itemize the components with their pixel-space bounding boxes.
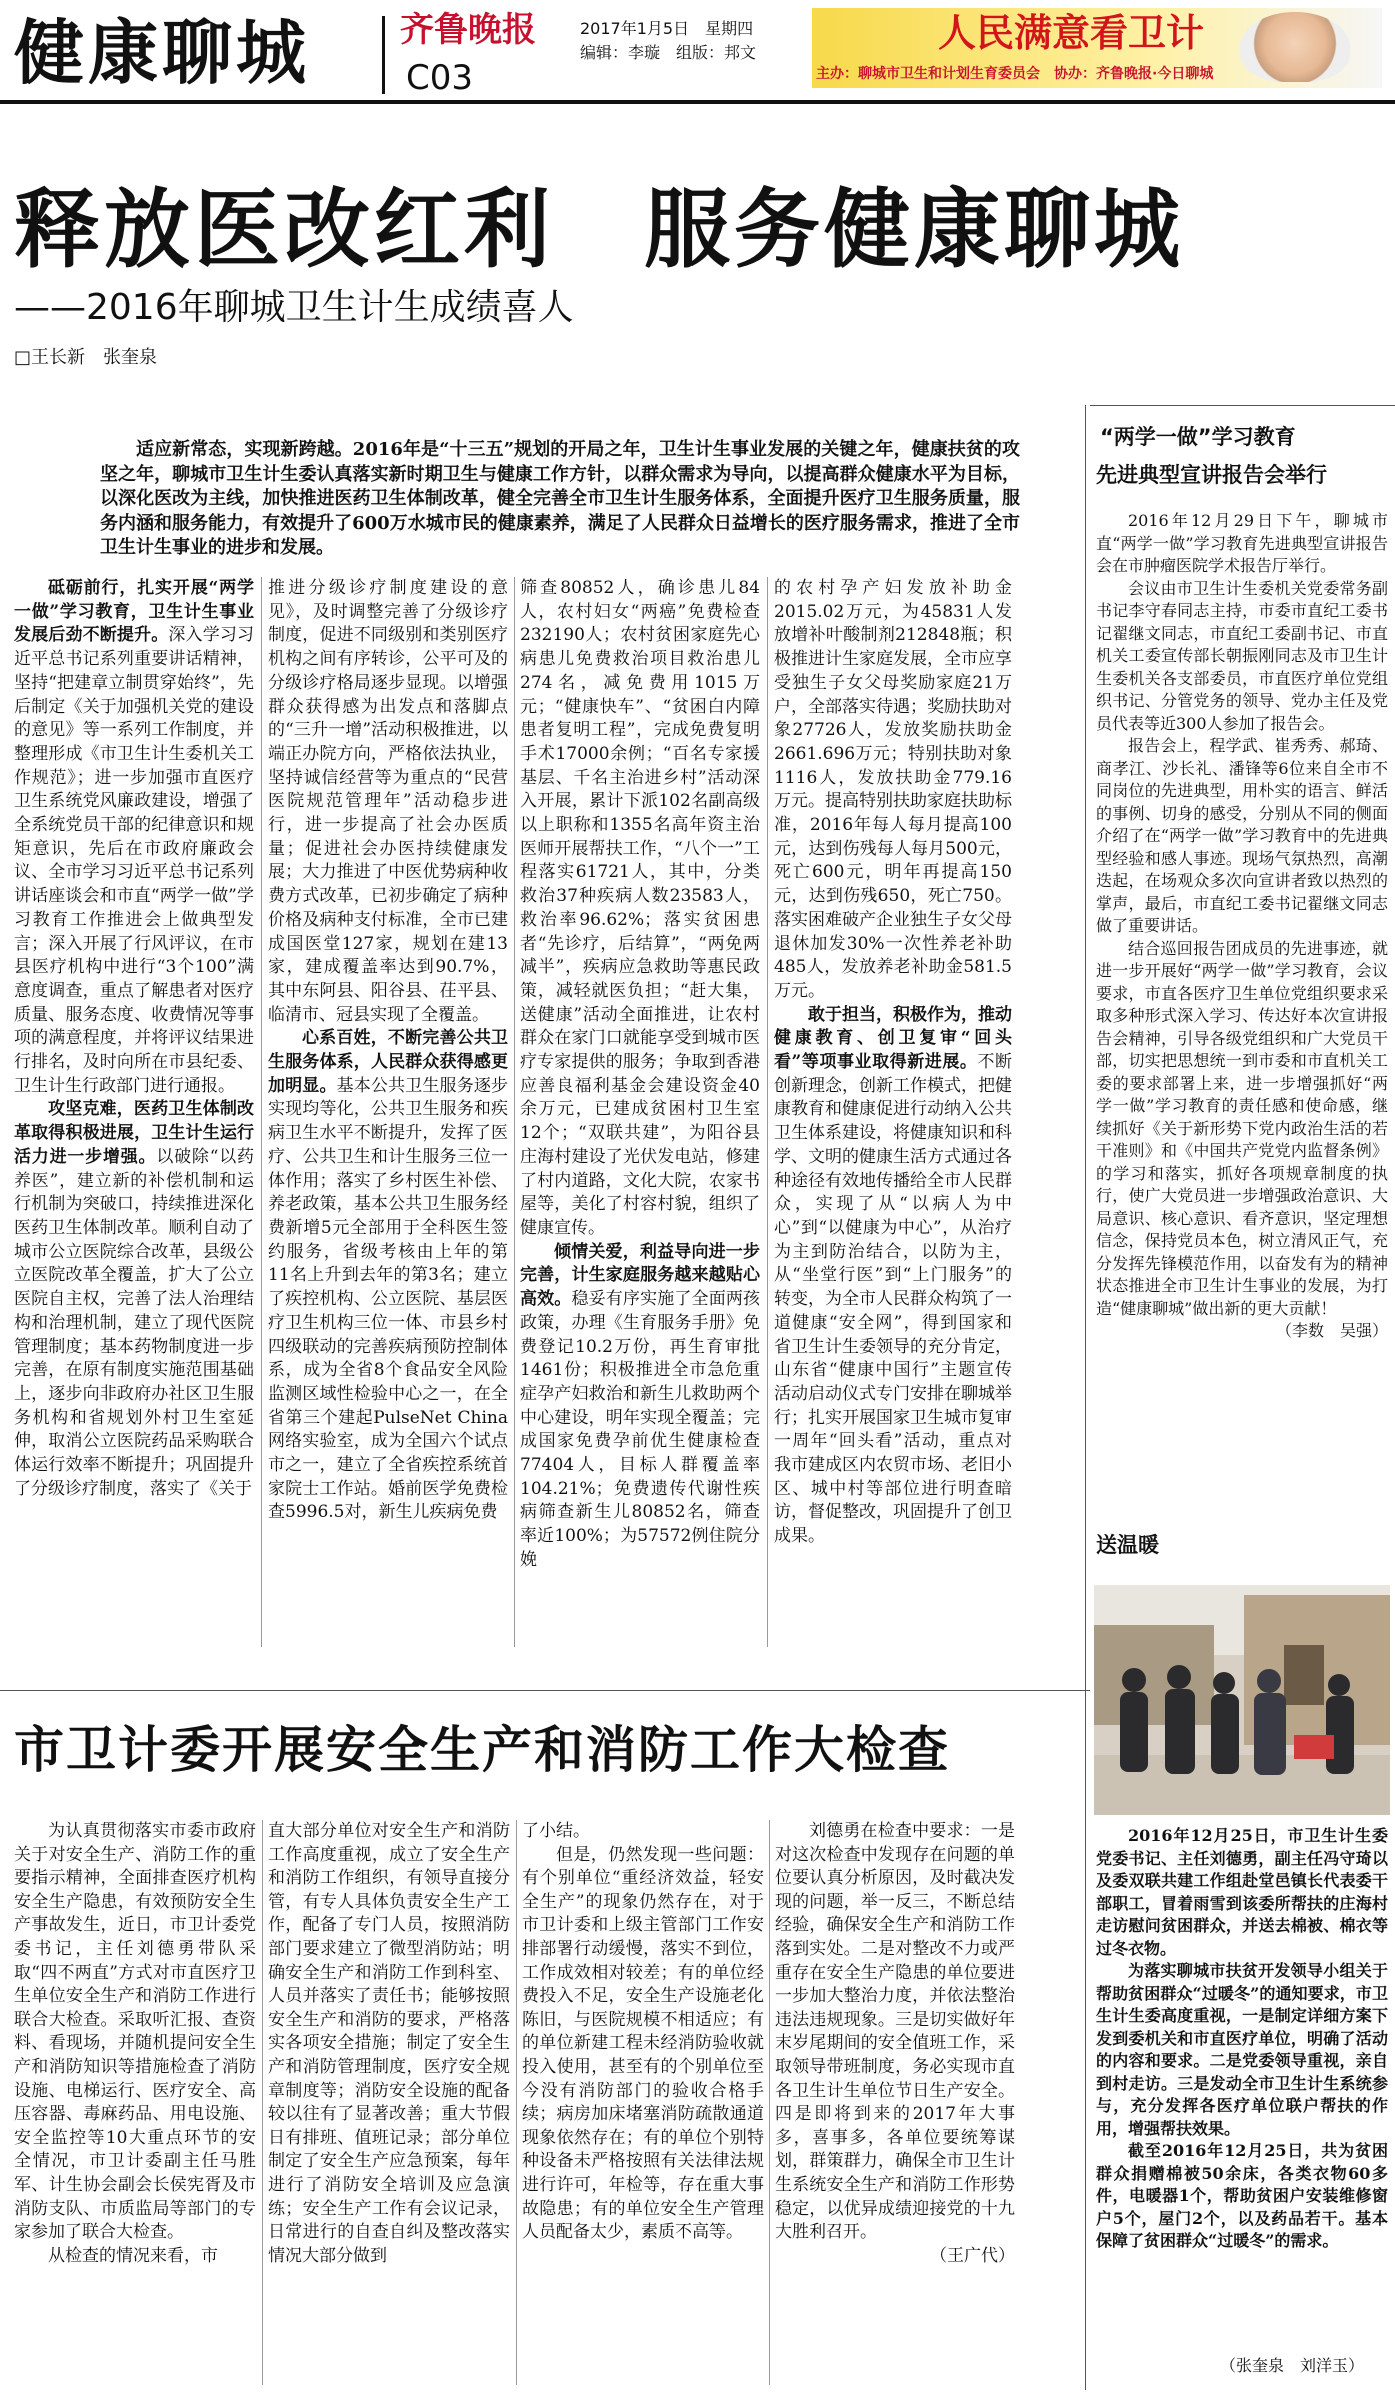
second-headline: 市卫计委开展安全生产和消防工作大检查 xyxy=(14,1721,950,1779)
column-divider xyxy=(516,1820,517,2385)
sidebar-title-line-2: 先进典型宣讲报告会举行 xyxy=(1096,463,1327,487)
column-3-text: 筛查80852人，确诊患儿84人，农村妇女“两癌”免费检查232190人；农村贫困家庭先心病患儿免费救治项目救治患儿274名，减免费用1015万元；“健康快车”、“贫困白内障患者复明工程”，完成免费复明手术17000余例；“百名专家援基层、千名主治进乡村”活动深入开展，累计下派102名副高级以上职称和1355名高年资主治医师开展帮扶工作，“八个一”工程落实61721人，其中，分类救治37种疾病人数23583人，救治率96.62%；落实贫困患者“先诊疗，后结算”，“两免两减半”，疾病应急救助等惠民政策，减轻就医负担；“赶大集，送健康”活动全面推进，让农村群众在家门口就能享受到城市医疗专家提供的服务；争取到香港应善良福利基金会建设资金40余万元，已建成贫困村卫生室12个；“双联共建”，为阳谷县庄海村建设了光伏发电站，修建了村内道路，文化大院，农家书屋等，美化了村容村貌，组织了健康宣传。 xyxy=(520,578,760,1238)
sidebar-title-line-1: “两学一做”学习教育 xyxy=(1100,425,1296,449)
second-column-1: 为认真贯彻落实市委市政府关于对安全生产、消防工作的重要指示精神，全面排查医疗机构安全生产隐患，有效预防安全生产事故发生，近日，市卫计委党委书记，主任刘德勇带队采取“四不两直”方式对市直医疗卫生单位安全生产和消防工作进行联合大检查。采取听汇报、查资料、看现场，并随机提问安全生产和消防知识等措施检查了消防设施、电梯运行、医疗安全、高压容器、毒麻药品、用电设施、安全监控等10大重点环节的安全情况，市卫计委副主任马胜军、计生协会副会长侯宪胥及市消防支队、市质监局等部门的专家参加了联合大检查。 从检查的情况来看，市 xyxy=(14,1821,256,2266)
banner-sponsor: 主办：聊城市卫生和计划生育委员会 协办：齐鲁晚报·今日聊城 xyxy=(816,66,1214,82)
second-signature: （王广代） xyxy=(930,2245,1015,2266)
newspaper-logo: 齐鲁晚报 xyxy=(400,10,536,50)
warmth-section-title: 送温暖 xyxy=(1096,1533,1159,1557)
editor-credits: 编辑：李璇 组版：邦文 xyxy=(580,43,757,62)
sidebar-divider xyxy=(1085,405,1086,2390)
column-4-text: 的农村孕产妇发放补助金2015.02万元，为45831人发放增补叶酸制剂212848瓶；积极推进计生家庭发展，全市应享受独生子女父母奖励家庭21万户，全部落实待遇；奖励扶助对象27726人，发放奖励扶助金2661.696万元；特别扶助对象1116人，发放扶助金779.16万元。提高特别扶助家庭扶助标准，2016年每人每月提高100元，达到伤残每人每月500元，死亡600元，明年再提高150元，达到伤残650，死亡750。落实困难破产企业独生子女父母退休加发30%一次性养老补助485人，发放养老补助金581.5万元。 xyxy=(774,578,1012,1001)
page-number: C03 xyxy=(406,58,474,98)
banner-portrait xyxy=(1240,12,1350,82)
article-column-4 xyxy=(774,577,1012,1647)
second-column-2: 直大部分单位对安全生产和消防工作高度重视，成立了安全生产和消防工作组织，有领导直接分管，有专人具体负责安全生产工作，配备了专门人员，按照消防部门要求建立了微型消防站；明确安全生产和消防工作到科室、人员并落实了责任书；能够按照安全生产和消防的要求，严格落实各项安全措施；制定了安全生产和消防管理制度，医疗安全规章制度等；消防安全设施的配备较以往有了显著改善；重大节假日有排班、值班记录；部分单位制定了安全生产应急预案，每年进行了消防安全培训及应急演练；安全生产工作有会议记录，日常进行的自查自纠及整改落实情况大部分做到 xyxy=(268,1821,510,2266)
column-4-heading: 敢于担当，积极作为，推动健康教育、创卫复审“回头看”等项事业取得新进展。 xyxy=(774,1004,1012,1073)
sidebar-top-rule xyxy=(1090,405,1395,406)
masthead-divider xyxy=(382,16,385,94)
sidebar-article: 2016年12月29日下午，聊城市直“两学一做”学习教育先进典型宣讲报告会在市肿瘤医院学术报告厅举行。 会议由市卫生计生委机关党委常务副书记李守春同志主持，市委市直纪工委书记翟继文同志，市直纪工委副书记、市直机关工委宣传部长朝振刚同志及市卫生计生委机关各支部委员，市直医疗单位党组织书记、分管党务的领导、党办主任及党员代表等近300人参加了报告会。 报告会上，程学武、崔秀秀、郝琦、商孝江、沙长礼、潘锋等6位来自全市不同岗位的先进典型，用朴实的语言、鲜活的事例、切身的感受，分别从不同的侧面介绍了在“两学一做”学习教育中的先进典型经验和感人事迹。现场气氛热烈，高潮迭起，在场观众多次向宣讲者致以热烈的掌声，最后，市直纪工委书记翟继文同志做了重要讲话。 结合巡回报告团成员的先进事迹，就进一步开展好“两学一做”学习教育，会议要求，市直各医疗卫生单位党组织要求采取多种形式深入学习、传达好本次宣讲报告会精神，引导各级党组织和广大党员干部，切实把思想统一到市委和市直机关工委的要求部署上来，进一步增强抓好“两学一做”学习教育的责任感和使命感，继续抓好《关于新形势下党内政治生活的若干准则》和《中国共产党党内监督条例》的学习和落实，抓好各项规章制度的执行，使广大党员进一步增强政治意识、大局意识、核心意识、看齐意识，坚定理想信念，保持党员本色，树立清风正气，充分发挥先锋模范作用，以奋发有为的精神状态推进全市卫生计生事业的发展，为打造“健康聊城”做出新的更大贡献！ （李数 吴强） xyxy=(1096,511,1388,1340)
main-subhead: ——2016年聊城卫生计生成绩喜人 xyxy=(14,287,574,328)
column-1-heading: 砥砺前行，扎实开展“两学一做”学习教育，卫生计生事业发展后劲不断提升。 xyxy=(14,578,254,646)
column-1-heading-2: 攻坚克难，医药卫生体制改革取得积极进展，卫生计生运行活力进一步增强。 xyxy=(14,1099,254,1167)
article-column-2 xyxy=(268,577,508,1647)
column-divider xyxy=(769,1820,770,2385)
column-1-text-2: 以破除“以药养医”，建立新的补偿机制和运行机制为突破口，持续推进深化医药卫生体制改革。顺利自动了城市公立医院综合改革，县级公立医院改革全覆盖，扩大了公立医院自主权，完善了法人治理结构和治理机制，建立了现代医院管理制度；基本药物制度进一步完善，在原有制度实施范围基础上，逐步向非政府办社区卫生服务机构和省规划外村卫生室延伸，取消公立医院药品采购联合体运行效率不断提升；巩固提升了分级诊疗制度，落实了《关于 xyxy=(14,1146,254,1499)
column-4-text-2: 不断创新理念，创新工作模式，把健康教育和健康促进行动纳入公共卫生体系建设，将健康知识和科学、文明的健康生活方式通过各种途径有效地传播给全市人民群众，实现了从“以病人为中心”到“以健康为中心”，从治疗为主到防治结合，以防为主，从“坐堂行医”到“上门服务”的转变，为全市人民群众构筑了一道健康“安全网”，得到国家和省卫生计生委领导的充分肯定，山东省“健康中国行”主题宣传活动启动仪式专门安排在聊城举行；扎实开展国家卫生城市复审一周年“回头看”活动，重点对我市建成区内农贸市场、老旧小区、城中村等部位进行明查暗访，督促整改，巩固提升了创卫成果。 xyxy=(774,1052,1012,1547)
main-byline: □王长新 张奎泉 xyxy=(14,347,158,368)
second-column-3: 了小结。 但是，仍然发现一些问题：有个别单位“重经济效益，轻安全生产”的现象仍然存在，对于市卫计委和上级主管部门工作安排部署行动缓慢，落实不到位，工作成效相对较差；有的单位经费投入不足，安全生产设施老化陈旧，与医院规模不相适应；有的单位新建工程未经消防验收就投入使用，甚至有的个别单位至今没有消防部门的验收合格手续；病房加床堵塞消防疏散通道现象依然存在；有的单位个别特种设备未严格按照有关法律法规进行许可，年检等，存在重大事故隐患；有的单位安全生产管理人员配备太少，素质不高等。 xyxy=(522,1821,764,2243)
sidebar-signature: （李数 吴强） xyxy=(1275,1321,1388,1340)
column-3-text-2: 稳妥有序实施了全面两孩政策，办理《生育服务手册》免费登记10.2万份，再生育审批1461份；积极推进全市急危重症孕产妇救治和新生儿救助两个中心建设，明年实现全覆盖；完成国家免费孕前优生健康检查77404人，目标人群覆盖率104.21%；免费遗传代谢性疾病筛查新生儿80852名，筛查率近100%；为57572例住院分娩 xyxy=(520,1289,760,1570)
issue-date: 2017年1月5日 星期四 xyxy=(580,19,754,38)
main-headline: 释放医改红利 服务健康聊城 xyxy=(14,179,1184,280)
warmth-signature: （张奎泉 刘洋玉） xyxy=(1220,2356,1365,2375)
main-lead: 适应新常态，实现新跨越。2016年是“十三五”规划的开局之年，卫生计生事业发展的关键之年，健康扶贫的攻坚之年，聊城市卫生计生委认真落实新时期卫生与健康工作方针，以群众需求为导向，以提高群众健康水平为目标，以深化医改为主线，加快推进医药卫生体制改革，健全完善全市卫生计生服务体系，全面提升医疗卫生服务质量，服务内涵和服务能力，有效提升了600万水城市民的健康素养，满足了人民群众日益增长的医疗服务需求，推进了全市卫生计生事业的进步和发展。 xyxy=(100,439,1020,558)
warmth-article: 2016年12月25日，市卫生计生委党委书记、主任刘德勇，副主任冯守琦以及委双联共建工作组赴堂邑镇长代表委干部职工，冒着雨雪到该委所帮扶的庄海村走访慰问贫困群众，并送去棉被、棉衣等过冬衣物。 为落实聊城市扶贫开发领导小组关于帮助贫困群众“过暖冬”的通知要求，市卫生计生委高度重视，一是制定详细方案下发到委机关和市直医疗单位，明确了活动的内容和要求。二是党委领导重视，亲自到村走访。三是发动全市卫生计生系统参与，充分发挥各医疗单位联户帮扶的作用，增强帮扶效果。 截至2016年12月25日，共为贫困群众捐赠棉被50余床，各类衣物60多件，电暖器1个，帮助贫困户安装维修窗户5个，屋门2个，以及药品若干。基本保障了贫困群众“过暖冬”的需求。 xyxy=(1096,1826,1388,2250)
column-2-text: 推进分级诊疗制度建设的意见》，及时调整完善了分级诊疗制度，促进不同级别和类别医疗机构之间有序转诊，公平可及的分级诊疗格局逐步显现。以增强群众获得感为出发点和落脚点的“三升一增”活动积极推进，以端正办院方向，严格依法执业，坚持诚信经营等为重点的“民营医院规范管理年”活动稳步进行，进一步提高了社会办医质量；促进社会办医持续健康发展；大力推进了中医优势病种收费方式改革，已初步确定了病种价格及病种支付标准，全市已建成国医堂127家，规划在建13家，建成覆盖率达到90.7%，其中东阿县、阳谷县、茌平县、临清市、冠县实现了全覆盖。 xyxy=(268,578,508,1025)
article-column-1 xyxy=(14,577,254,1647)
banner-title: 人民满意看卫计 xyxy=(938,10,1205,55)
masthead-rule xyxy=(0,100,1395,104)
column-divider xyxy=(767,577,768,1647)
column-divider xyxy=(261,577,262,1647)
column-3-heading: 倾情关爱，利益导向进一步完善，计生家庭服务越来越贴心高效。 xyxy=(520,1241,760,1310)
column-2-heading: 心系百姓，不断完善公共卫生服务体系，人民群众获得感更加明显。 xyxy=(268,1028,508,1096)
column-divider xyxy=(514,577,515,1647)
column-1-text: 深入学习习近平总书记系列重要讲话精神，坚持“把建章立制贯穿始终”，先后制定《关于加强机关党的建设的意见》等一系列工作制度，并整理形成《市卫生计生委机关工作规范》；进一步加强市直医疗卫生系统党风廉政建设，增强了全系统党员干部的纪律意识和规矩意识，先后在市政府廉政会议、全市学习习近平总书记系列讲话座谈会和市直“两学一做”学习教育工作推进会上做典型发言；深入开展了行风评议，在市县医疗机构中进行“3个100”满意度调查，重点了解患者对医疗质量、服务态度、收费情况等事项的满意程度，并将评议结果进行排名，及时向所在市县纪委、卫生计生行政部门进行通报。 xyxy=(14,625,254,1096)
visit-photo xyxy=(1094,1585,1390,1815)
section-title: 健康聊城 xyxy=(14,11,310,94)
column-divider xyxy=(262,1820,263,2385)
second-column-4: 刘德勇在检查中要求：一是对这次检查中发现存在问题的单位要认真分析原因，及时截决发现的问题，举一反三，不断总结经验，确保安全生产和消防工作落到实处。二是对整改不力或严重存在安全生产隐患的单位要进一步加大整治力度，并依法整治违法违规现象。三是切实做好年末岁尾期间的安全值班工作，采取领导带班制度，务必实现市直各卫生计生单位节日生产安全。四是即将到来的2017年大事多，喜事多，各单位要统筹谋划，群策群力，确保全市卫生计生系统安全生产和消防工作形势稳定，以优异成绩迎接党的十九大胜利召开。 （王广代） xyxy=(775,1820,1015,2385)
article-separator xyxy=(0,1690,1090,1691)
column-2-text-2: 基本公共卫生服务逐步实现均等化，公共卫生服务和疾病卫生水平不断提升，发挥了医疗、公共卫生和计生服务三位一体作用；落实了乡村医生补偿、养老政策，基本公共卫生服务经费新增5元全部用于全科医生签约服务，省级考核由上年的第11名上升到去年的第3名；建立了疾控机构、公立医院、基层医疗卫生机构三位一体、市县乡村四级联动的完善疾病预防控制体系，成为全省8个食品安全风险监测区域性检验中心之一，在全省第三个建起PulseNet China网络实验室，成为全国六个试点市之一，建立了全省疾控系统首家院士工作站。婚前医学免费检查5996.5对，新生儿疾病免费 xyxy=(268,1075,508,1523)
article-column-3 xyxy=(520,577,760,1647)
